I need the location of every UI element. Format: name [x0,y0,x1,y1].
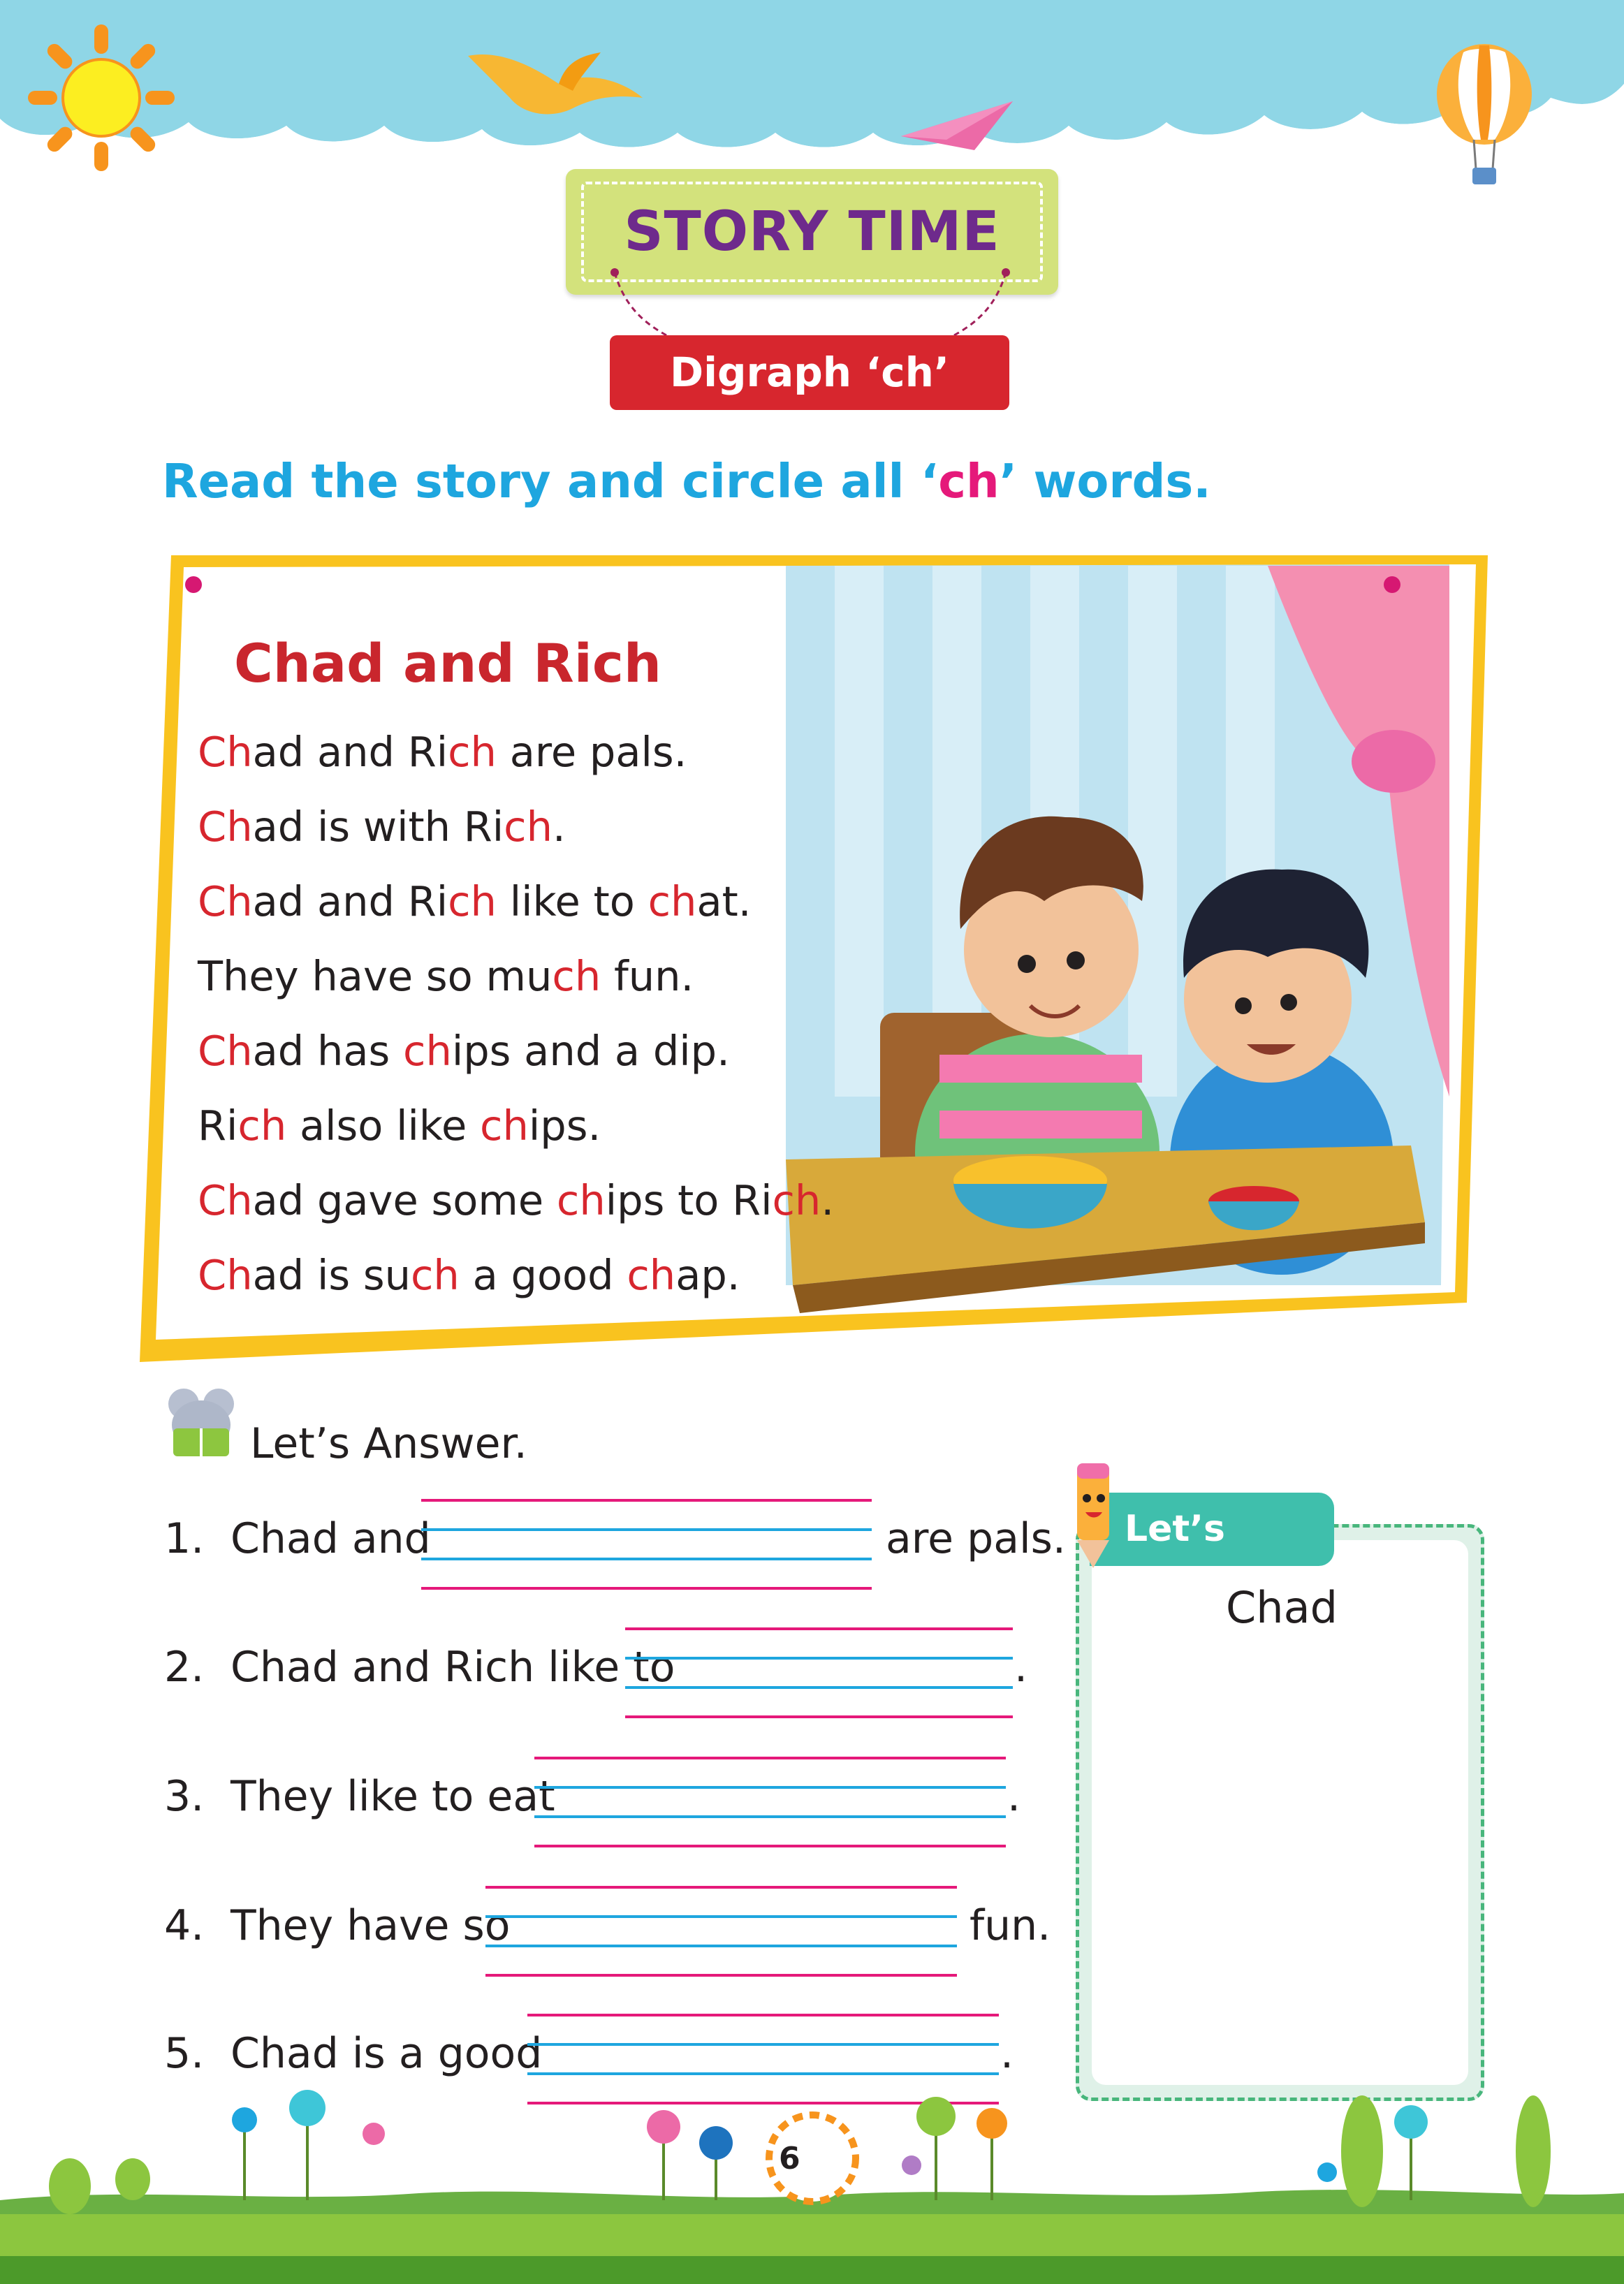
instruction-before: Read the story and circle all [162,454,921,508]
digraph-ch[interactable]: Ch [198,877,253,925]
story-text-segment: . [821,1176,835,1224]
writing-guide-line [421,1558,872,1560]
answer-blank[interactable] [534,1757,1006,1847]
writing-guide-line [625,1715,1013,1718]
story-text-segment: ad is with Ri [252,803,504,851]
answer-blank[interactable] [485,1886,957,1977]
story-title: Chad and Rich [234,632,662,694]
question-number: 5. [164,2029,205,2078]
writing-guide-line [534,1845,1006,1847]
question-ending: . [1000,2029,1014,2078]
story-line [198,952,694,1000]
story-line [198,1176,834,1224]
story-text-segment: . [553,803,566,851]
digraph-ch[interactable]: ch [448,877,497,925]
writing-guide-line [625,1657,1013,1660]
story-text-segment: ips and a dip. [451,1027,730,1075]
question-ending: are pals. [886,1514,1066,1563]
story-text-segment: ad and Ri [252,728,448,776]
instruction-highlight: ch [938,454,1000,508]
answer-blank[interactable] [421,1499,872,1590]
writing-guide-line [527,2072,999,2075]
digraph-ch[interactable]: Ch [198,803,253,851]
story-text-segment: ips to Ri [605,1176,773,1224]
writing-guide-line [485,1945,957,1947]
digraph-ch[interactable]: Ch [198,1251,253,1299]
story-line [198,803,566,851]
story-text-segment: They have so mu [198,952,553,1000]
pencil-mascot-icon [1062,1449,1125,1575]
writing-guide-line [527,2014,999,2016]
story-text-segment: ips. [528,1101,601,1150]
writing-guide-line [534,1786,1006,1789]
instruction [162,454,1419,508]
digraph-ch[interactable]: ch [403,1027,452,1075]
writing-guide-line [527,2043,999,2046]
question-text: They like to eat [231,1772,555,1821]
writing-guide-line [485,1886,957,1889]
digraph-ch[interactable]: ch [480,1101,529,1150]
story-line [198,1101,601,1150]
story-line [198,728,687,776]
pushpin-icon [1382,574,1403,595]
story-text-segment: ad and Ri [252,877,448,925]
digraph-ch[interactable]: ch [504,803,553,851]
writing-guide-line [534,1815,1006,1818]
question-number: 1. [164,1514,205,1563]
sun-icon [24,21,178,175]
story-line [198,877,751,925]
question-ending: . [1014,1643,1028,1692]
digraph-ch[interactable]: ch [772,1176,821,1224]
lets-answer-heading: Let’s Answer. [250,1419,527,1468]
draw-label: Chad [1226,1582,1338,1633]
writing-guide-line [485,1974,957,1977]
story-text-segment: like to [496,877,648,925]
digraph-ch[interactable]: ch [552,952,601,1000]
story-text-segment: at. [696,877,752,925]
lets-draw-tab: Let’s Draw [1090,1493,1334,1566]
writing-guide-line [421,1499,872,1502]
writing-guide-line [421,1587,872,1590]
story-text-segment: ad gave some [252,1176,557,1224]
page-title: STORY TIME [624,200,1000,263]
story-text-segment: ad has [252,1027,403,1075]
digraph-ch[interactable]: ch [448,728,497,776]
question-text: Chad and Rich like to [231,1643,675,1692]
question-number: 2. [164,1643,205,1692]
paper-plane-icon [898,98,1016,154]
instruction-quote-open: ‘ [920,454,939,508]
question-number: 3. [164,1772,205,1821]
digraph-ch[interactable]: Ch [198,1027,253,1075]
digraph-ch[interactable]: ch [648,877,697,925]
instruction-after: words. [1017,454,1211,508]
story-illustration [786,564,1449,1313]
question-text: Chad is a good [231,2029,543,2078]
digraph-ch[interactable]: ch [237,1101,287,1150]
question-text: Chad and [231,1514,431,1563]
digraph-ch[interactable]: Ch [198,1176,253,1224]
hot-air-balloon-icon [1432,42,1537,196]
writing-guide-line [625,1686,1013,1689]
answer-blank[interactable] [625,1627,1013,1718]
digraph-ch[interactable]: ch [627,1251,676,1299]
digraph-ch[interactable]: ch [410,1251,460,1299]
page-number: 6 [779,2141,800,2176]
question-ending: fun. [970,1901,1051,1950]
story-text-segment: also like [286,1101,481,1150]
writing-guide-line [534,1757,1006,1759]
story-line [198,1027,730,1075]
story-line [198,1251,740,1299]
question-text: They have so [231,1901,511,1950]
header-sky [0,0,1624,161]
writing-guide-line [421,1528,872,1531]
mouse-reading-icon [159,1386,243,1463]
question-number: 4. [164,1901,205,1950]
story-text-segment: ap. [675,1251,740,1299]
question-ending: . [1007,1772,1021,1821]
subtitle-banner: Digraph ‘ch’ [610,335,1009,410]
grass-flowers-icon [0,2081,1624,2284]
story-text-segment: are pals. [496,728,687,776]
writing-guide-line [485,1915,957,1918]
writing-guide-line [625,1627,1013,1630]
digraph-ch[interactable]: Ch [198,728,253,776]
bird-icon [461,42,650,126]
instruction-quote-close: ’ [999,454,1018,508]
pushpin-icon [183,574,204,595]
story-text-segment: a good [459,1251,627,1299]
story-text-segment: fun. [601,952,694,1000]
story-text-segment: ad is su [252,1251,411,1299]
story-text-segment: Ri [198,1101,238,1150]
digraph-ch[interactable]: ch [556,1176,606,1224]
